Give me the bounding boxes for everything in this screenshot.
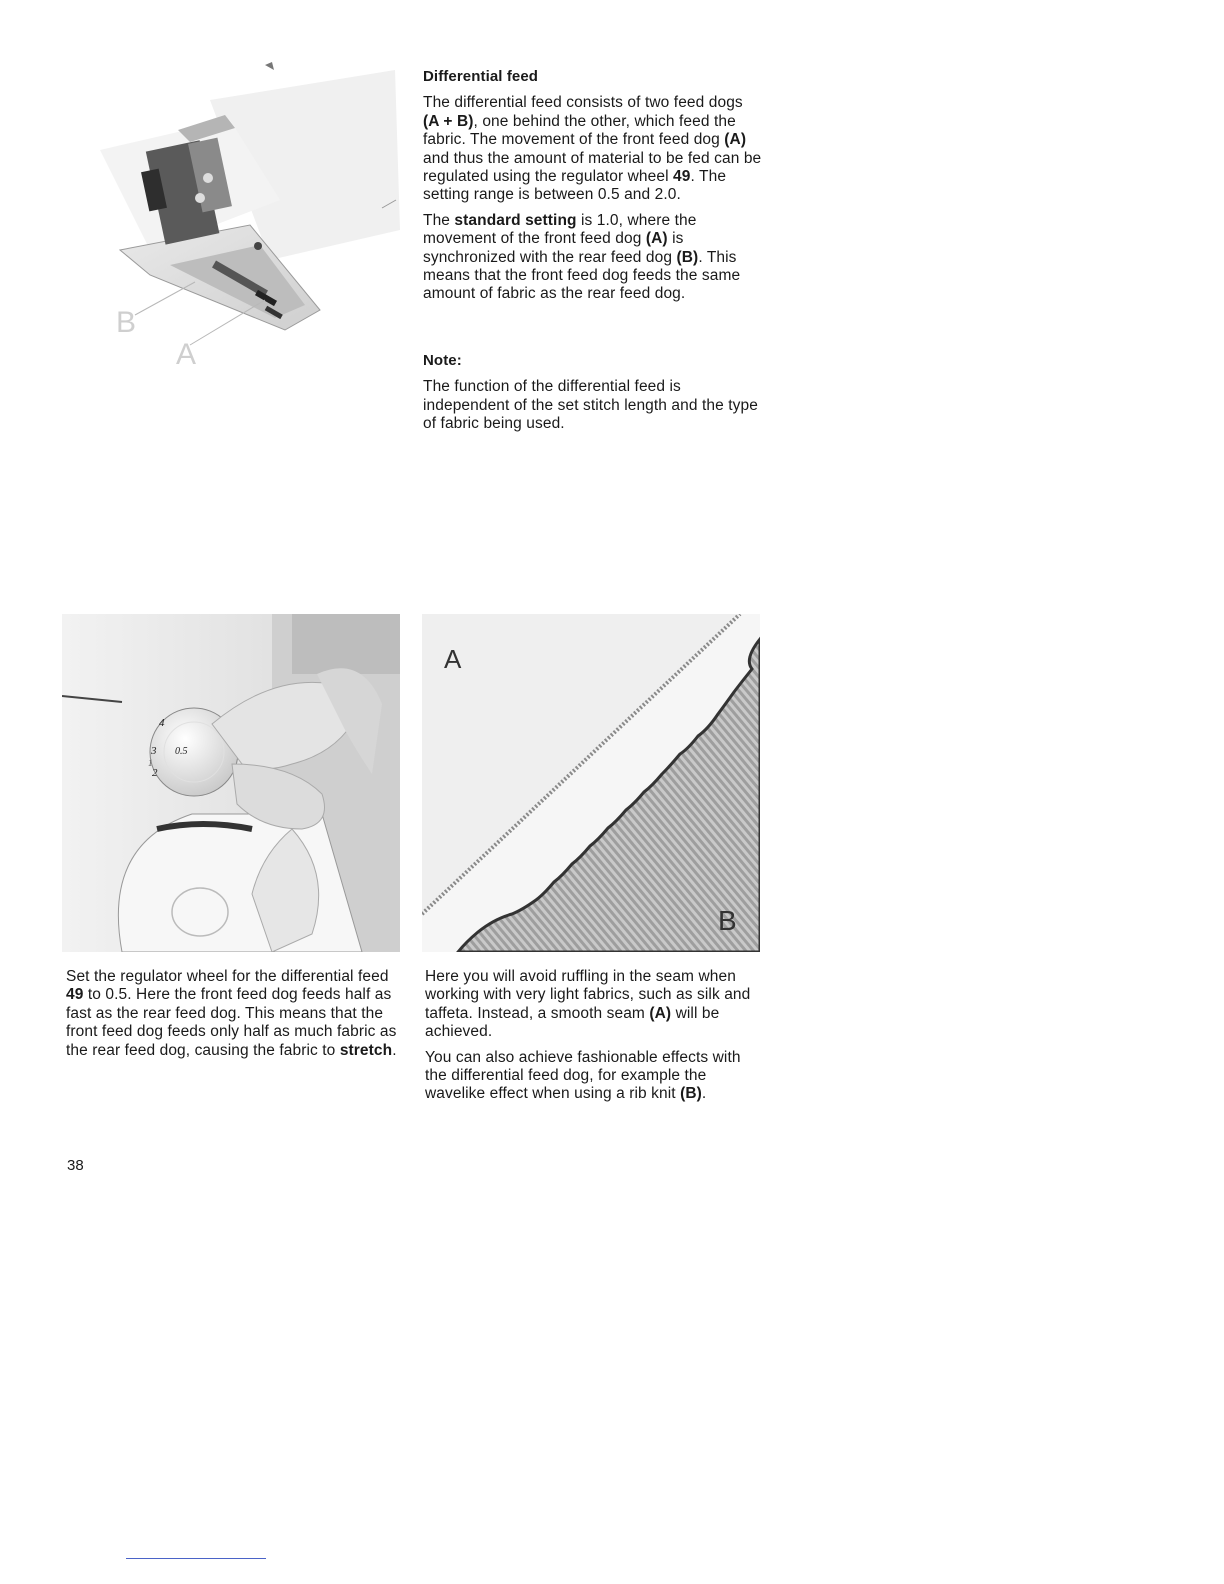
fabric-seam-photo [422, 614, 760, 952]
page-number: 38 [67, 1157, 84, 1174]
label-a: A [444, 644, 462, 674]
dial-mark-3: 3 [151, 745, 157, 757]
note-section [423, 352, 763, 441]
caption-left [66, 968, 406, 1067]
bottom-rule [126, 1558, 266, 1559]
caption-right-paragraph-2: You can also achieve fashionable effects with the differential feed dog, for example the wavelike effect when using a rib knit (B). [425, 1048, 741, 1103]
note-heading: Note: [423, 352, 462, 369]
caption-right [425, 968, 765, 1111]
caption-right-paragraph-1: Here you will avoid ruffling in the seam when working with very light fabrics, such as silk and taffeta. Instead, a smooth seam (A) will be achieved. [425, 968, 751, 1041]
caption-left-paragraph: Set the regulator wheel for the differential feed 49 to 0.5. Here the front feed dog feeds half as fast as the rear feed dog. This means that the front feed dog feeds only half as much fabric as the rear feed dog, causing the fabric to stretch. [66, 968, 397, 1059]
intro-section [423, 68, 763, 311]
label-a: A [176, 338, 197, 371]
dial-mark-2: 2 [152, 767, 158, 779]
intro-paragraph-2: The standard setting is 1.0, where the movement of the front feed dog (A) is synchronized with the rear feed dog (B). This means that the front feed dog feeds the same amount of fabric as the rear feed dog. [423, 211, 741, 303]
section-heading: Differential feed [423, 68, 539, 85]
dial-mark-1: 1 [148, 758, 153, 768]
note-text: The function of the differential feed is independent of the set stitch length and the type of fabric being used. [423, 378, 758, 433]
regulator-wheel-photo [62, 614, 400, 952]
dial-mark-4: 4 [159, 717, 165, 729]
dial-mark-05: 0.5 [175, 746, 188, 757]
label-b: B [718, 905, 737, 936]
label-b: B [116, 306, 137, 339]
intro-paragraph-1: The differential feed consists of two feed dogs (A + B), one behind the other, which feed the fabric. The movement of the front feed dog (A) and thus the amount of material to be fed can be regulated using the regulator wheel 49. The setting range is between 0.5 and 2.0. [423, 94, 762, 204]
presser-foot-illustration [60, 60, 405, 420]
